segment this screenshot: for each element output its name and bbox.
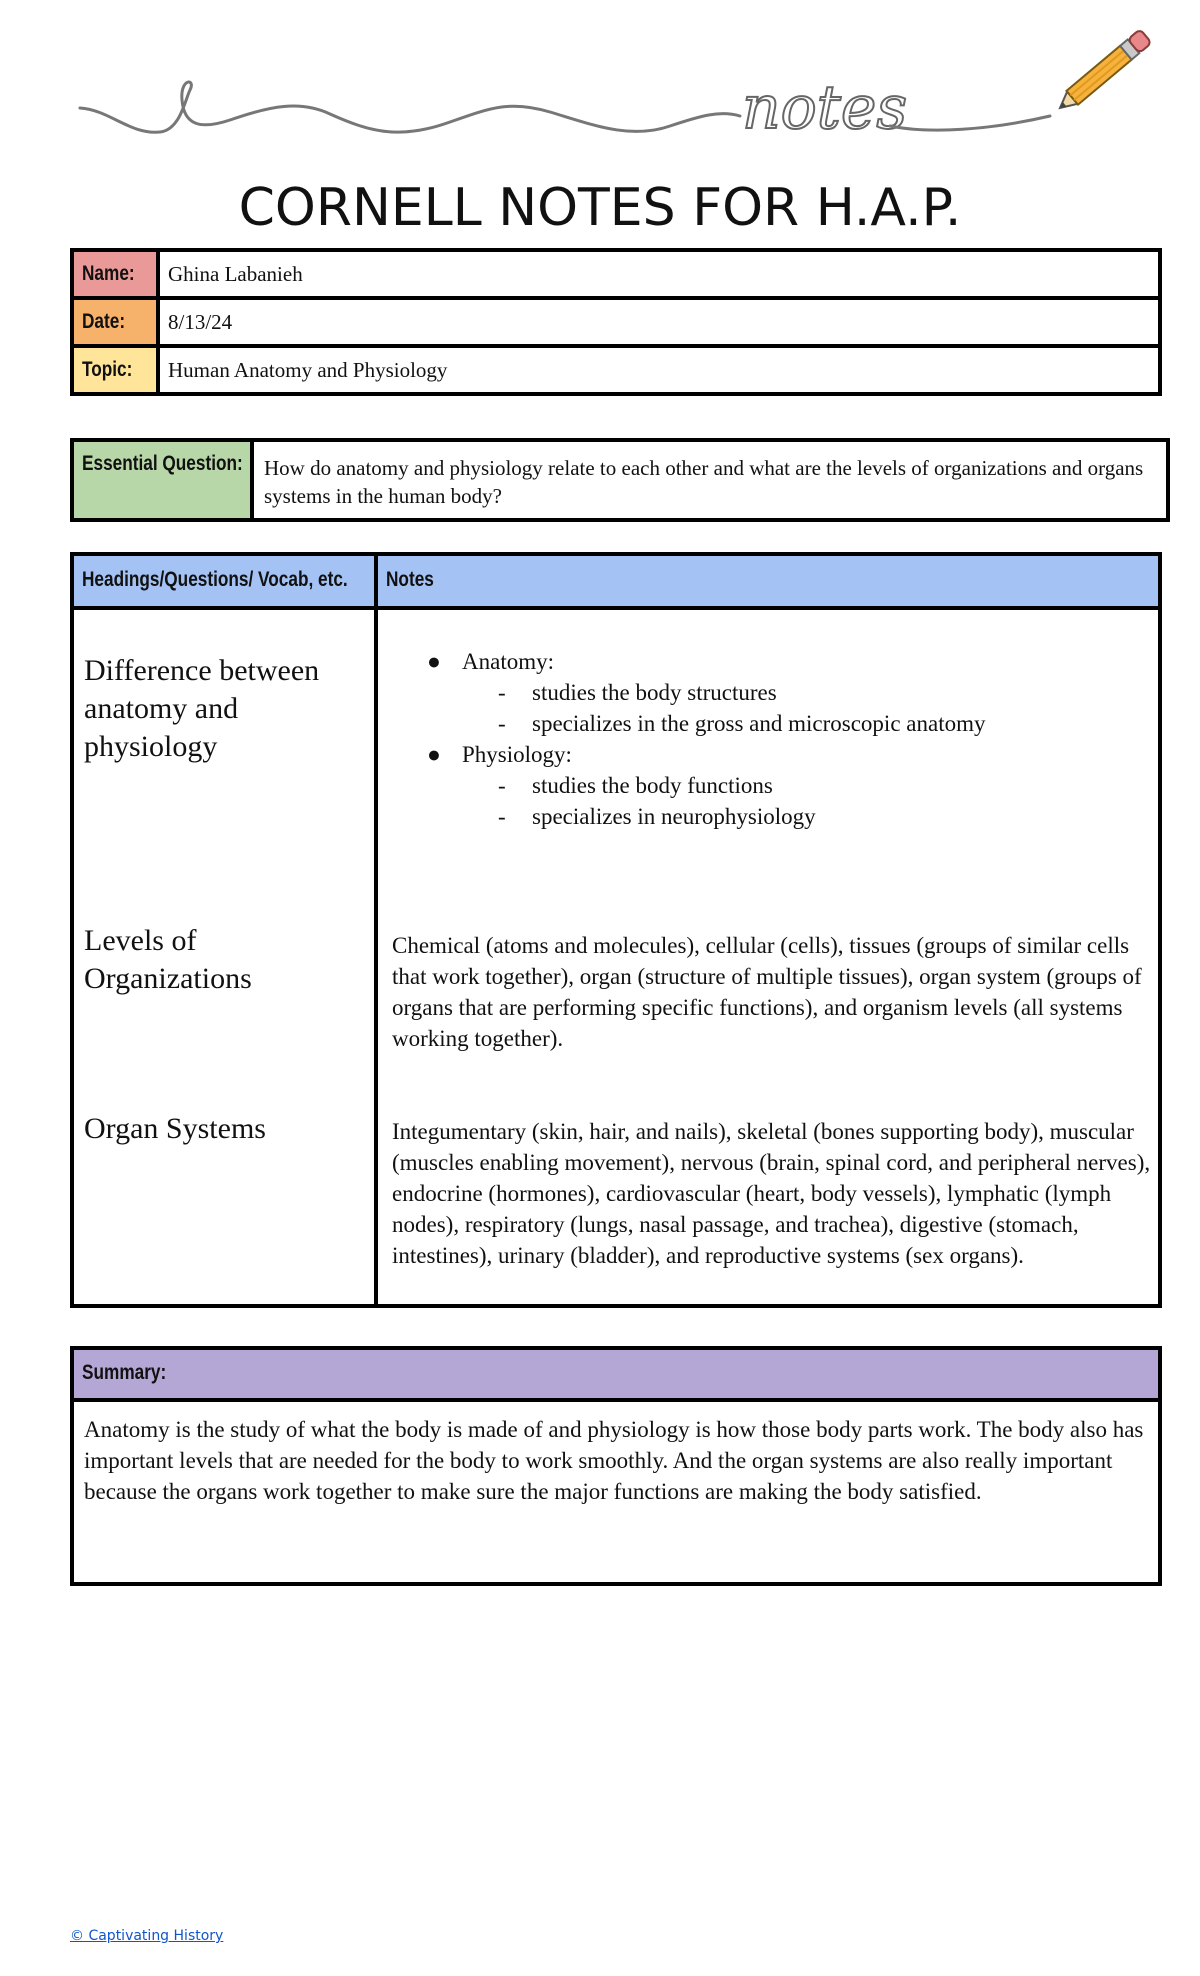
list-item (392, 646, 1152, 677)
topic-label: Topic: (82, 358, 133, 381)
list-item (392, 739, 1152, 770)
sub-item-text: specializes in the gross and microscopic anatomy (532, 711, 986, 736)
summary-label: Summary: (82, 1361, 167, 1384)
summary-header (74, 1350, 1158, 1402)
heading-organ-systems: Organ Systems (84, 1112, 266, 1145)
bullet-text: Anatomy: (462, 649, 554, 674)
bullet-icon: ● (427, 742, 441, 767)
topic-row (72, 346, 1160, 394)
essential-question-text: How do anatomy and physiology relate to each other and what are the levels of organizations and organs systems in the human body? (264, 456, 1144, 508)
sub-item-text: studies the body functions (532, 773, 773, 798)
dash-icon: - (498, 773, 506, 798)
notes-table (70, 552, 1162, 1308)
topic-label-cell (72, 346, 158, 394)
left-column-header: Headings/Questions/ Vocab, etc. (82, 568, 348, 591)
pencil-icon (1054, 30, 1151, 115)
column-divider (374, 556, 378, 1304)
copyright-link[interactable]: © Captivating History (70, 1928, 224, 1944)
essential-question-label-cell (74, 442, 254, 518)
name-label: Name: (82, 262, 135, 285)
name-value: Ghina Labanieh (158, 250, 1160, 298)
list-item (392, 770, 1152, 801)
decorative-swirl-line (80, 82, 740, 132)
name-row (72, 250, 1160, 298)
sub-item-text: specializes in neurophysiology (532, 804, 816, 829)
essential-question-box (70, 438, 1170, 522)
summary-box (70, 1346, 1162, 1586)
notes-anatomy-physiology (392, 646, 1152, 832)
sub-item-text: studies the body structures (532, 680, 777, 705)
date-label-cell (72, 298, 158, 346)
dash-icon: - (498, 711, 506, 736)
heading-levels-of-organizations: Levels of Organizations (84, 924, 252, 995)
topic-value: Human Anatomy and Physiology (158, 346, 1160, 394)
list-item (392, 801, 1152, 832)
bullet-text: Physiology: (462, 742, 572, 767)
heading-anatomy-physiology: Difference between anatomy and physiology (84, 654, 320, 763)
date-value: 8/13/24 (158, 298, 1160, 346)
dash-icon: - (498, 680, 506, 705)
name-label-cell (72, 250, 158, 298)
summary-text: Anatomy is the study of what the body is made of and physiology is how those body parts work. The body also has important levels that are needed for the body to work smoothly. And the organ systems are also really important because the organs work together to make sure the major functions are making the body satisfied. (84, 1417, 1144, 1504)
notes-organ-systems: Integumentary (skin, hair, and nails), skeletal (bones supporting body), muscular (muscles enabling movement), nervous (brain, spinal cord, and peripheral nerves), endocrine (hormones), cardiovascular (heart, body vessels), lymphatic (lymph nodes), respiratory (lungs, nasal passage, and trachea), digestive (stomach, intestines), urinary (bladder), and reproductive systems (sex organs). (392, 1119, 1151, 1268)
essential-question-label: Essential Question: (82, 452, 243, 475)
list-item (392, 677, 1152, 708)
info-table (70, 248, 1162, 396)
notes-levels-of-organizations: Chemical (atoms and molecules), cellular (cells), tissues (groups of similar cells that work together), organ (structure of multiple tissues), organ system (groups of organs that are performing specific functions), and organism levels (all systems working together). (392, 933, 1142, 1051)
bullet-icon: ● (427, 649, 441, 674)
dash-icon: - (498, 804, 506, 829)
date-label: Date: (82, 310, 126, 333)
list-item (392, 708, 1152, 739)
notes-header-graphic (70, 30, 1180, 160)
page-title: CORNELL NOTES FOR H.A.P. (238, 178, 962, 238)
script-word: notes (742, 73, 908, 143)
right-column-header: Notes (386, 568, 434, 591)
date-row (72, 298, 1160, 346)
